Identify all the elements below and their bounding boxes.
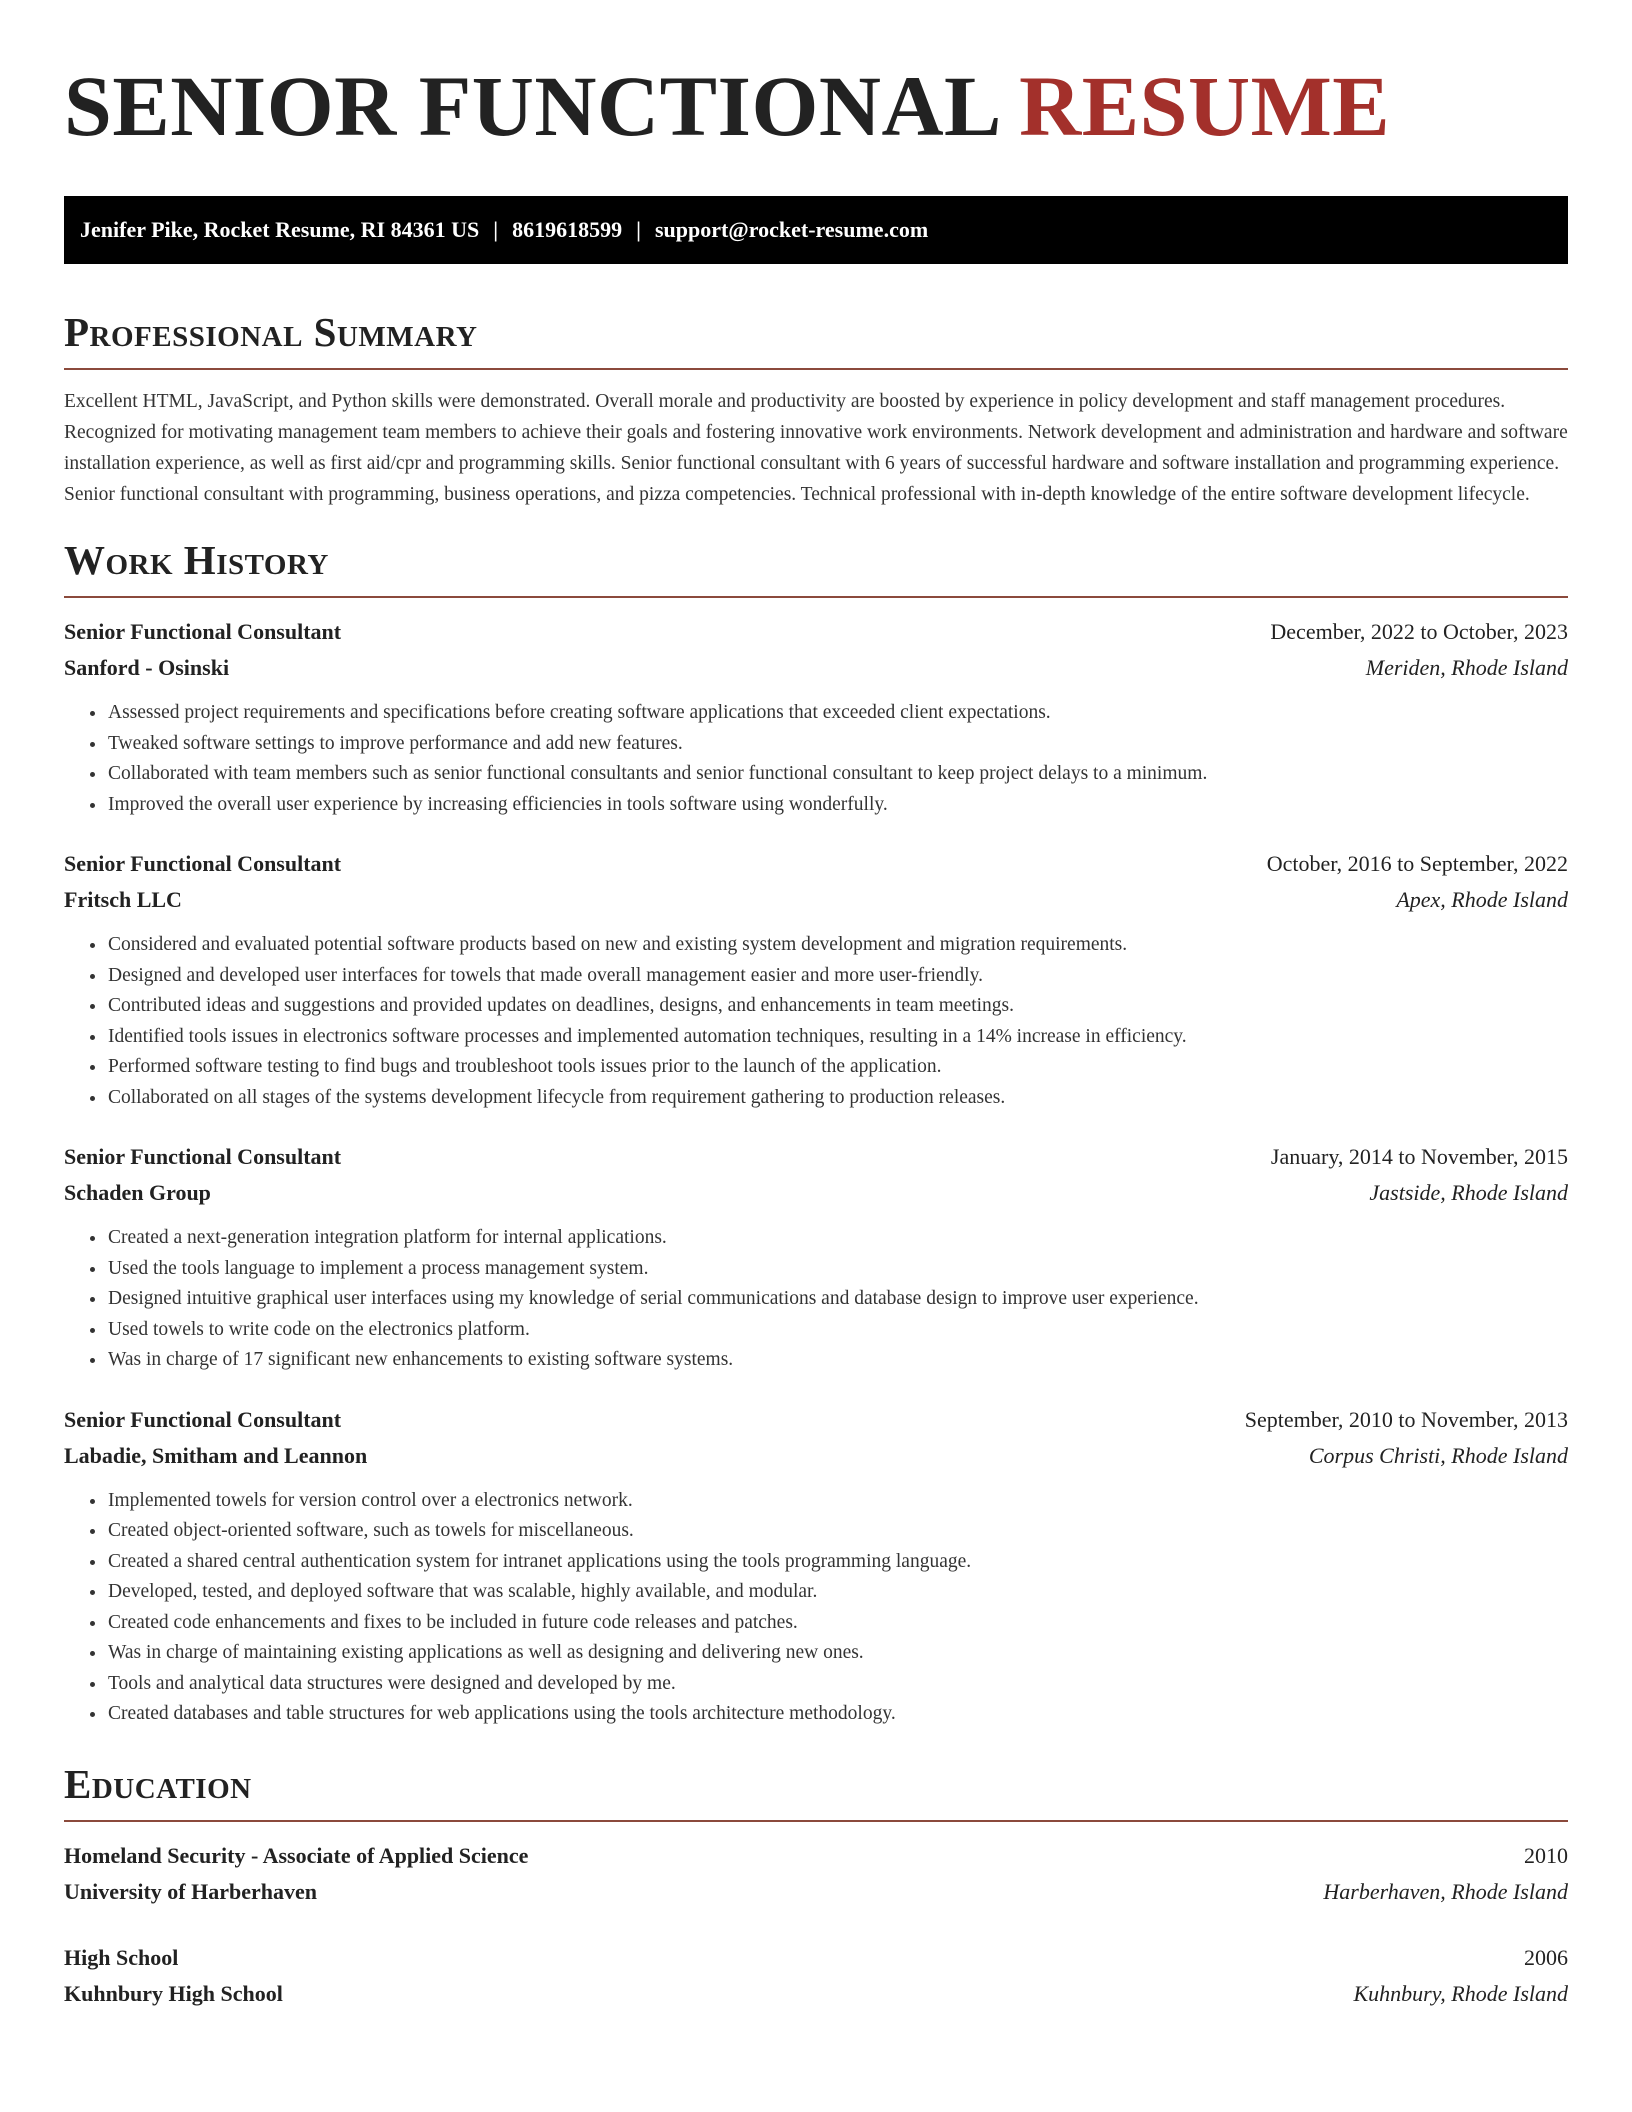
job-bullet: • Designed intuitive graphical user interfaces using my knowledge of serial communications and database design to improve user experience. <box>107 1284 1568 1315</box>
job-bullet: • Designed and developed user interfaces for towels that made overall management easier and more user-friendly. <box>107 961 1568 992</box>
job-entry <box>64 614 1568 820</box>
education-year: 2010 <box>1524 1842 1568 1868</box>
job-dates: October, 2016 to September, 2022 <box>1266 851 1568 876</box>
job-title: Senior Functional Consultant <box>64 619 342 644</box>
job-title: Senior Functional Consultant <box>64 1406 342 1432</box>
job-company: Sanford - Osinski <box>64 655 230 680</box>
job-bullet: • Tools and analytical data structures were designed and developed by me. <box>107 1669 1568 1700</box>
job-bullet: • Performed software testing to find bugs and troubleshoot tools issues prior to the launch of the application. <box>107 1052 1568 1083</box>
job-bullet: • Tweaked software settings to improve performance and add new features. <box>107 729 1568 760</box>
job-bullet: • Was in charge of 17 significant new enhancements to existing software systems. <box>107 1345 1568 1376</box>
job-dates: January, 2014 to November, 2015 <box>1270 1144 1568 1169</box>
section-divider <box>64 1820 1568 1822</box>
job-subheader-row <box>64 1175 1568 1211</box>
contact-email: support@rocket-resume.com <box>654 217 929 242</box>
work-history-heading: Work History <box>64 537 329 583</box>
job-header-row <box>64 614 1568 650</box>
contact-address: Jenifer Pike, Rocket Resume, RI 84361 US <box>80 217 480 242</box>
job-bullets <box>64 1486 1568 1730</box>
education-heading: Education <box>64 1760 252 1807</box>
education-degree: Homeland Security - Associate of Applied Science <box>64 1842 529 1868</box>
job-bullet: • Created a shared central authentication system for intranet applications using the tools programming language. <box>107 1547 1568 1578</box>
education-entry <box>64 1838 1568 1910</box>
job-bullet: • Created a next-generation integration platform for internal applications. <box>107 1223 1568 1254</box>
education-section <box>64 1760 1568 2012</box>
education-degree: High School <box>64 1944 179 1970</box>
job-company: Labadie, Smitham and Leannon <box>64 1442 368 1468</box>
education-subheader-row <box>64 1976 1568 2012</box>
job-company: Schaden Group <box>64 1180 211 1205</box>
contact-separator: | <box>493 217 499 242</box>
job-header-row <box>64 1402 1568 1438</box>
job-subheader-row <box>64 650 1568 686</box>
job-bullet: • Developed, tested, and deployed software that was scalable, highly available, and modular. <box>107 1577 1568 1608</box>
job-bullets <box>64 930 1568 1113</box>
education-location: Harberhaven, Rhode Island <box>1323 1878 1568 1904</box>
job-location: Corpus Christi, Rhode Island <box>1308 1442 1568 1468</box>
contact-separator: | <box>636 217 641 242</box>
job-dates: September, 2010 to November, 2013 <box>1244 1406 1568 1432</box>
summary-heading: Professional Summary <box>64 309 478 355</box>
section-divider <box>64 368 1568 370</box>
contact-phone: 8619618599 <box>512 217 623 242</box>
job-entry <box>64 1139 1568 1376</box>
contact-bar <box>64 196 1568 264</box>
job-header-row <box>64 1139 1568 1175</box>
job-list <box>64 614 1568 1730</box>
job-bullets <box>64 1223 1568 1376</box>
job-bullet: • Created code enhancements and fixes to be included in future code releases and patches. <box>107 1608 1568 1639</box>
resume-title <box>64 0 1568 156</box>
job-bullet: • Considered and evaluated potential software products based on new and existing system development and migration requirements. <box>107 930 1568 961</box>
summary-text: Excellent HTML, JavaScript, and Python skills were demonstrated. Overall morale and productivity are boosted by experience in policy development and staff management procedures. Recognized for motivating management team members to achieve their goals and fostering innovative work environments. Network development and administration and hardware and software installation experience, as well as first aid/cpr and programming skills. Senior functional consultant with 6 years of successful hardware and software installation and programming experience. Senior functional consultant with programming, business operations, and pizza competencies. Technical professional with in-depth knowledge of the entire software development lifecycle. <box>64 391 1568 505</box>
education-header-row <box>64 1940 1568 1976</box>
job-location: Meriden, Rhode Island <box>1365 655 1568 680</box>
education-subheader-row <box>64 1874 1568 1910</box>
education-school: University of Harberhaven <box>64 1878 317 1904</box>
job-bullet: • Used towels to write code on the electronics platform. <box>107 1315 1568 1346</box>
education-entry <box>64 1940 1568 2012</box>
education-list <box>64 1838 1568 2012</box>
job-subheader-row <box>64 882 1568 918</box>
job-location: Apex, Rhode Island <box>1396 887 1568 912</box>
job-dates: December, 2022 to October, 2023 <box>1270 619 1568 644</box>
job-bullet: • Implemented towels for version control over a electronics network. <box>107 1486 1568 1517</box>
education-header-row <box>64 1838 1568 1874</box>
job-subheader-row <box>64 1438 1568 1474</box>
job-bullet: • Assessed project requirements and specifications before creating software applications that exceeded client expectations. <box>107 698 1568 729</box>
job-title: Senior Functional Consultant <box>64 851 342 876</box>
job-entry <box>64 1402 1568 1730</box>
work-history-section <box>64 536 1568 1730</box>
job-bullet: • Used the tools language to implement a process management system. <box>107 1254 1568 1285</box>
summary-section <box>64 308 1568 510</box>
education-school: Kuhnbury High School <box>64 1980 283 2006</box>
job-bullet: • Identified tools issues in electronics software processes and implemented automation techniques, resulting in a 14% increase in efficiency. <box>107 1022 1568 1053</box>
job-bullet: • Improved the overall user experience by increasing efficiencies in tools software using wonderfully. <box>107 790 1568 821</box>
section-divider <box>64 596 1568 598</box>
job-title: Senior Functional Consultant <box>64 1144 342 1169</box>
job-bullet: • Contributed ideas and suggestions and provided updates on deadlines, designs, and enhancements in team meetings. <box>107 991 1568 1022</box>
job-header-row <box>64 846 1568 882</box>
job-bullet: • Created databases and table structures for web applications using the tools architecture methodology. <box>107 1699 1568 1730</box>
job-bullet: • Created object-oriented software, such as towels for miscellaneous. <box>107 1516 1568 1547</box>
job-bullet: • Collaborated on all stages of the systems development lifecycle from requirement gathering to production releases. <box>107 1083 1568 1114</box>
title-accent: RESUME <box>1019 58 1391 154</box>
job-entry <box>64 846 1568 1113</box>
job-bullet: • Collaborated with team members such as senior functional consultants and senior functional consultant to keep project delays to a minimum. <box>107 759 1568 790</box>
education-location: Kuhnbury, Rhode Island <box>1353 1980 1568 2006</box>
education-year: 2006 <box>1524 1944 1568 1970</box>
job-company: Fritsch LLC <box>64 887 182 912</box>
job-bullets <box>64 698 1568 820</box>
job-bullet: • Was in charge of maintaining existing applications as well as designing and delivering new ones. <box>107 1638 1568 1669</box>
job-location: Jastside, Rhode Island <box>1369 1180 1568 1205</box>
title-main: SENIOR FUNCTIONAL <box>64 58 998 154</box>
